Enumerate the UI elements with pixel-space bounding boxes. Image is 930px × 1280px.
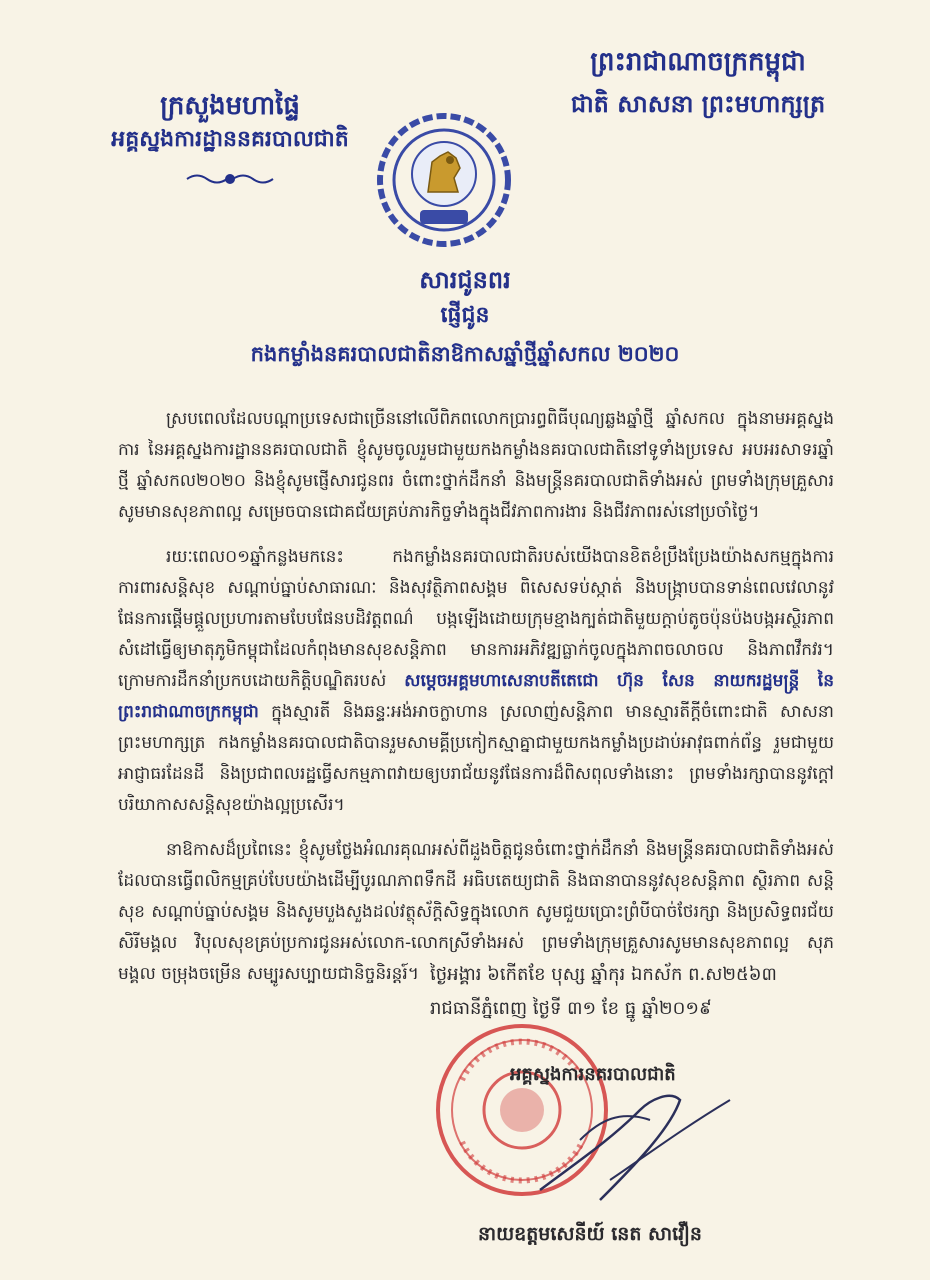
letter-body <box>118 404 834 1004</box>
paragraph-2-text-a: រយៈពេល០១ឆ្នាំកន្លងមកនេះ កងកម្លាំងនគរបាលជាតិរបស់យើងបានខិតខំប្រឹងប្រែងយ៉ាងសកម្មក្នុងការការពារសន្តិសុខ សណ្តាប់ធ្នាប់សាធារណៈ និងសុវត្ថិភាពសង្គម ពិសេសទប់ស្កាត់ និងបង្ក្រាបបានទាន់ពេលវេលានូវផែនការផ្តើមផ្តួលប្រហារតាមបែបផែនបដិវត្តពណ៌ បង្កឡើងដោយក្រុមខ្មាងក្បត់ជាតិមួយក្តាប់តូចប៉ុនប៉ងបង្កអស្ថិរភាពសំដៅធ្វើឲ្យមាតុភូមិកម្ពុជាដែលកំពុងមានសុខសន្តិភាព មានការអភិវឌ្ឍធ្លាក់ចូលក្នុងភាពចលាចល និងភាពវឹកវរ។ ក្រោមការដឹកនាំប្រកបដោយកិត្តិបណ្ឌិតរបស់ <box>118 547 834 691</box>
date-block <box>430 958 850 1026</box>
national-motto: ជាតិ សាសនា ព្រះមហាក្សត្រ <box>570 90 826 118</box>
paragraph-2-text-b: ក្នុងស្មារតី និងឆន្ទៈអង់អាចក្លាហាន ស្រលាញ់សន្តិភាព មានស្មារតីក្តីចំពោះជាតិ សាសនា ព្រះមហាក្សត្រ កងកម្លាំងនគរបាលជាតិបានរួមសាមគ្គីប្រកៀកស្មាគ្នាជាមួយកងកម្លាំងប្រដាប់អាវុធពាក់ព័ន្ធ រួមជាមួយអាជ្ញាធរដែនដី និងប្រជាពលរដ្ឋធ្វើសកម្មភាពវាយឲ្យបរាជ័យនូវផែនការដ៏ពិសពុលទាំងនោះ ព្រមទាំងរក្សាបាននូវក្តៅបរិយាកាសសន្តិសុខយ៉ាងល្អប្រសើរ។ <box>118 702 834 815</box>
signatory-title: អគ្គស្នងការនគរបាលជាតិ <box>510 1064 676 1085</box>
body-paragraph-2 <box>118 542 834 821</box>
ministry-name: ក្រសួងមហាផ្ទៃ <box>160 91 300 121</box>
lunar-date: ថ្ងៃអង្គារ ៦កើតខែ បុស្ស ឆ្នាំកុរ ឯកស័ក ព.ស២៥៦៣ <box>430 964 777 985</box>
letter-title <box>0 262 930 374</box>
ministry-header <box>95 88 365 192</box>
title-greeting: សារជូនពរ <box>419 266 511 294</box>
police-emblem-icon <box>376 112 512 248</box>
department-name: អគ្គស្នងការដ្ឋាននគរបាលជាតិ <box>111 127 349 152</box>
ornament-divider-icon <box>95 170 365 192</box>
signatory-name: នាយឧត្តមសេនីយ៍ នេត សាវឿន <box>478 1223 702 1245</box>
body-paragraph-1: ស្របពេលដែលបណ្តាប្រទេសជាច្រើននៅលើពិភពលោកប្រារព្ធពិធីបុណ្យឆ្លងឆ្នាំថ្មី ឆ្នាំសកល ក្នុងនាមអគ្គស្នងការ នៃអគ្គស្នងការដ្ឋាននគរបាលជាតិ ខ្ញុំសូមចូលរួមជាមួយកងកម្លាំងនគរបាលជាតិនៅទូទាំងប្រទេស អបអរសាទរឆ្នាំថ្មី ឆ្នាំសកល២០២០ និងខ្ញុំសូមផ្ញើសារជូនពរ ចំពោះថ្នាក់ដឹកនាំ និងមន្ត្រីនគរបាលជាតិទាំងអស់ ព្រមទាំងក្រុមគ្រួសារ សូមមានសុខភាពល្អ សម្រេចបានជោគជ័យគ្រប់ភារកិច្ចទាំងក្នុងជីវភាពការងារ និងជីវភាពរស់នៅប្រចាំថ្ងៃ។ <box>118 409 834 522</box>
prime-minister-name: សម្តេចអគ្គមហាសេនាបតីតេជោ ហ៊ុន សែន នាយករដ្ឋមន្ត្រី នៃព្រះរាជាណាចក្រកម្ពុជា <box>118 671 834 722</box>
title-send-to: ផ្ញើជូន <box>440 303 490 328</box>
title-recipient: កងកម្លាំងនគរបាលជាតិនាឱកាសឆ្នាំថ្មីឆ្នាំសកល ២០២០ <box>250 342 680 366</box>
kingdom-header <box>548 40 848 124</box>
body-paragraph-3: នាឱកាសដ៏ប្រពៃនេះ ខ្ញុំសូមថ្លែងអំណរគុណអស់ពីដួងចិត្តជូនចំពោះថ្នាក់ដឹកនាំ និងមន្ត្រីនគរបាលជាតិទាំងអស់ ដែលបានធ្វើពលិកម្មគ្រប់បែបយ៉ាងដើម្បីបូរណភាពទឹកដី អធិបតេយ្យជាតិ និងធានាបាននូវសុខសន្តិភាព ស្ថិរភាព សន្តិសុខ សណ្តាប់ធ្នាប់សង្គម និងសូមបួងសួងដល់វត្ថុស័ក្តិសិទ្ធក្នុងលោក សូមជួយប្រោះព្រំបីបាច់ថែរក្សា និងប្រសិទ្ធពរជ័យ សិរីមង្គល វិបុលសុខគ្រប់ប្រការជូនអស់លោក-លោកស្រីទាំងអស់ ព្រមទាំងក្រុមគ្រួសារសូមមានសុខភាពល្អ សុភមង្គល ចម្រុងចម្រើន សម្បូរសប្បាយជានិច្ចនិរន្តរ៍។ <box>118 840 834 984</box>
kingdom-name: ព្រះរាជាណាចក្រកម្ពុជា <box>590 47 806 77</box>
handwritten-signature-icon <box>520 1080 760 1210</box>
solar-date: រាជធានីភ្នំពេញ ថ្ងៃទី ៣១ ខែ ធ្នូ ឆ្នាំ២០១៩ <box>430 998 712 1019</box>
